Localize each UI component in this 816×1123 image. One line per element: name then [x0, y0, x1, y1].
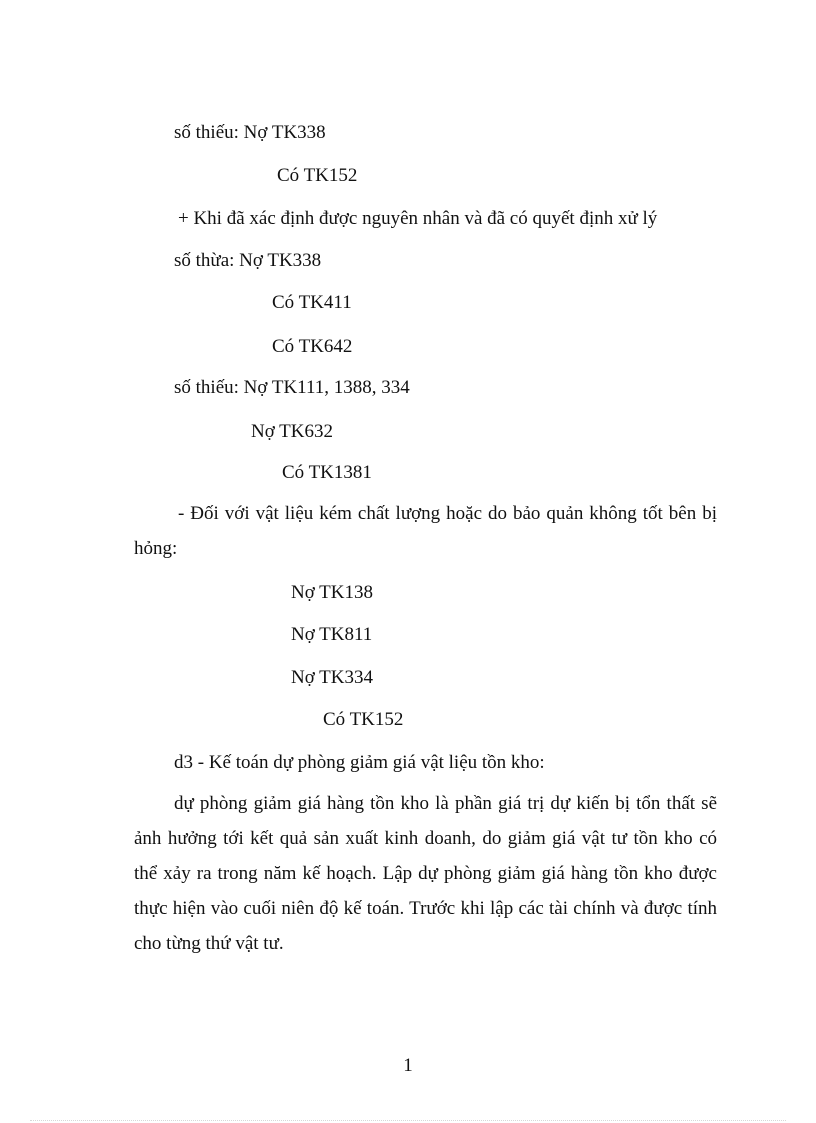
entry-credit-152: Có TK152 [323, 709, 404, 730]
entry-debit-334: Nợ TK334 [291, 667, 374, 688]
entry-debit-811: Nợ TK811 [291, 624, 373, 645]
shortage-credit-line-1381: Có TK1381 [282, 462, 372, 483]
shortage-credit-line: Có TK152 [277, 165, 358, 186]
shortage-debit-line-632: Nợ TK632 [251, 421, 334, 442]
section-heading-d3: d3 - Kế toán dự phòng giảm giá vật liệu tồn kho: [174, 752, 545, 773]
surplus-credit-line-411: Có TK411 [272, 292, 352, 313]
shortage-debit-line: số thiếu: Nợ TK338 [174, 122, 326, 143]
entry-debit-138: Nợ TK138 [291, 582, 374, 603]
damaged-materials-paragraph: - Đối với vật liệu kém chất lượng hoặc do bảo quản không tốt bên bị hỏng: [134, 503, 717, 559]
shortage-debit-line-multi: số thiếu: Nợ TK111, 1388, 334 [174, 377, 410, 398]
page-number: 1 [403, 1055, 413, 1076]
surplus-credit-line-642: Có TK642 [272, 336, 353, 357]
resolution-note-line: + Khi đã xác định được nguyên nhân và đã có quyết định xử lý [178, 208, 658, 229]
footer-divider [30, 1120, 786, 1121]
surplus-debit-line: số thừa: Nợ TK338 [174, 250, 322, 271]
provision-paragraph: dự phòng giảm giá hàng tồn kho là phần giá trị dự kiến bị tổn thất sẽ ảnh hưởng tới kết quả sản xuất kinh doanh, do giảm giá vật tư tồn kho có thể xảy ra trong năm kế hoạch. Lập dự phòng giảm giá hàng tồn kho được thực hiện vào cuối niên độ kế toán. Trước khi lập các tài chính và được tính cho từng thứ vật tư. [134, 793, 717, 954]
